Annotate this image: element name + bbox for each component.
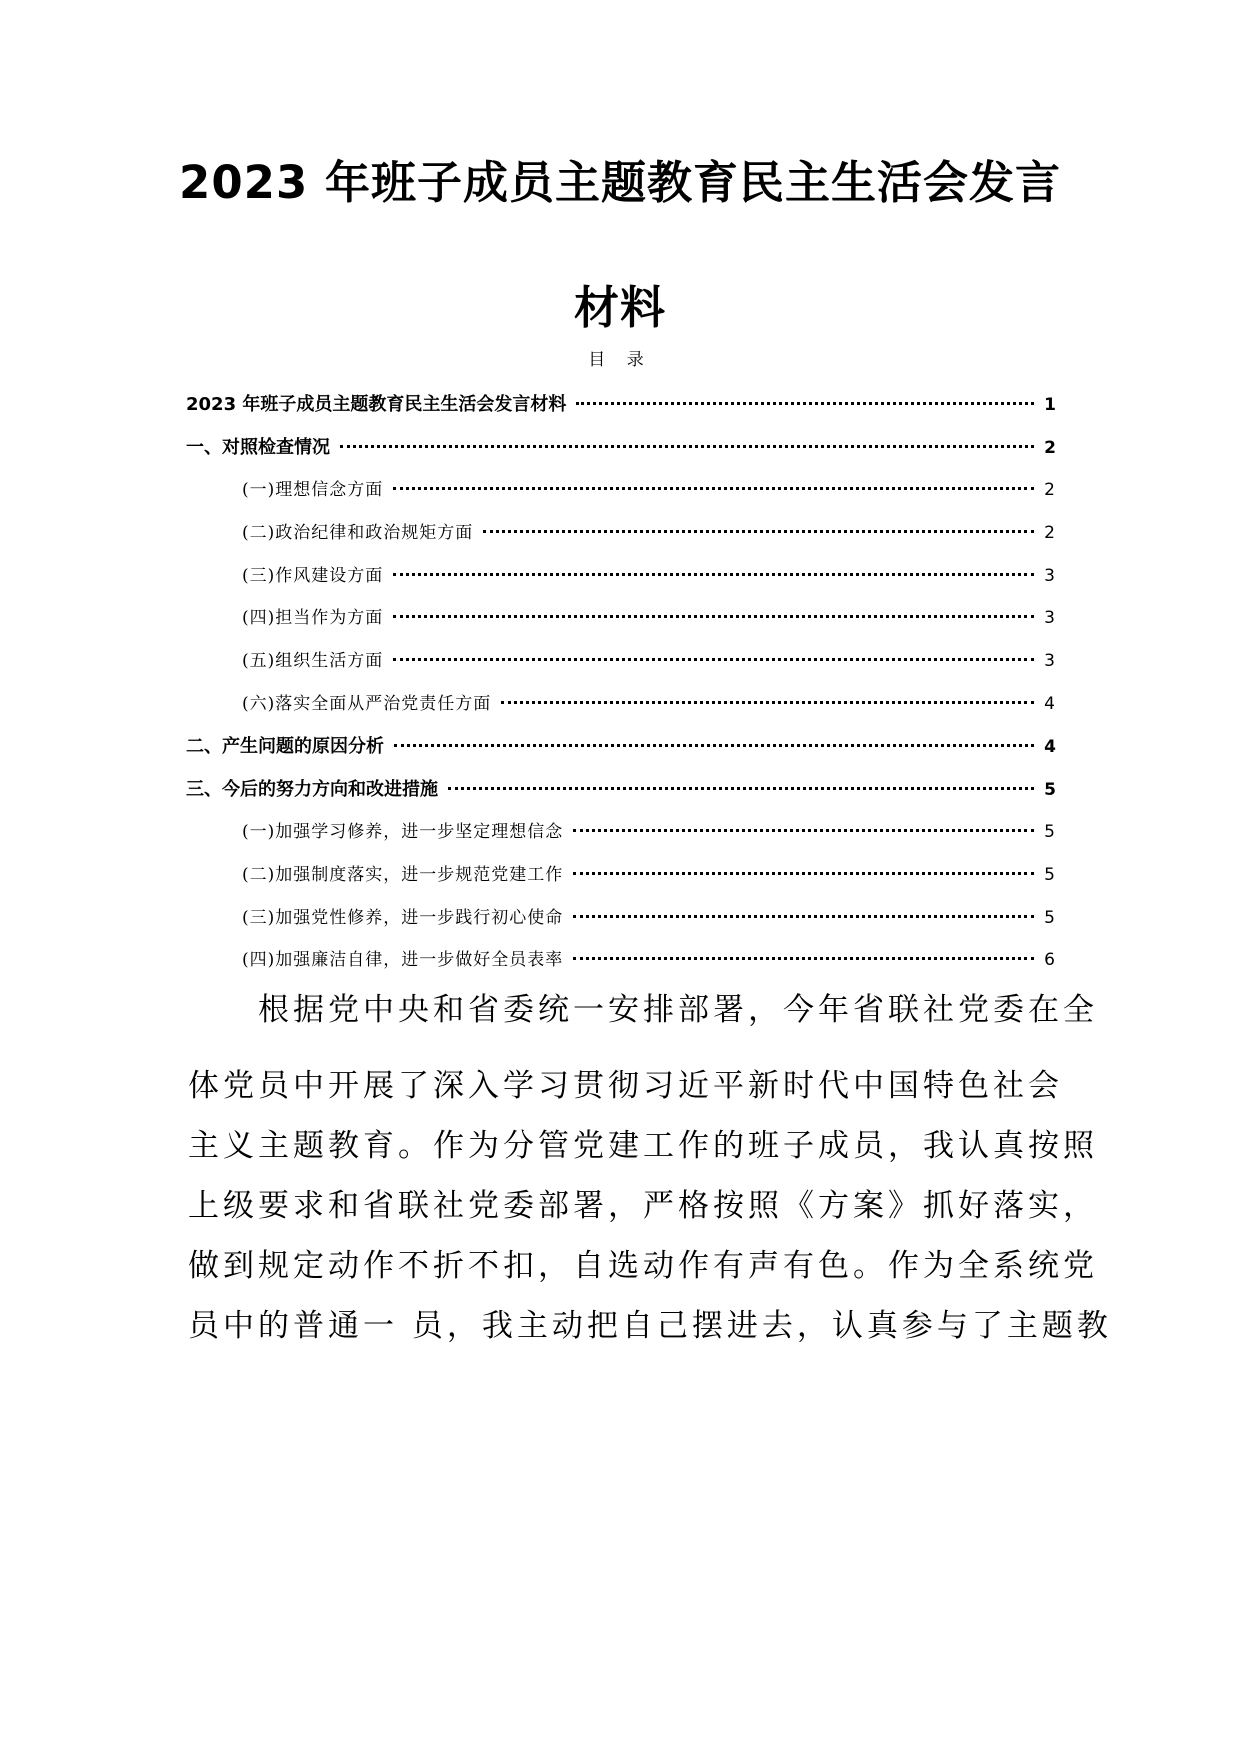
toc-page-number: 1 [1044,395,1056,415]
body-paragraph-line: 做到规定动作不折不扣，自选动作有声有色。作为全系统党 [188,1248,1098,1284]
toc-leader-dots [576,402,1034,405]
toc-entry[interactable] [242,562,1056,590]
toc-entry[interactable] [242,476,1056,504]
toc-page-number: 3 [1044,651,1056,671]
toc-leader-dots [340,445,1034,448]
toc-entry-text: (四)担当作为方面 [242,608,384,628]
toc-page-number: 3 [1044,608,1056,628]
toc-page-number: 4 [1044,737,1056,757]
body-paragraph-line: 主义主题教育。作为分管党建工作的班子成员，我认真按照 [188,1128,1098,1164]
toc-entry-text: (三)作风建设方面 [242,566,384,586]
toc-leader-dots [573,829,1034,832]
toc-page-number: 2 [1044,523,1056,543]
body-paragraph-line: 员中的普通一 员，我主动把自己摆进去，认真参与了主题教 [188,1308,1112,1344]
toc-entry[interactable] [242,818,1056,846]
toc-page-number: 5 [1044,780,1056,800]
toc-entry-text: (二)政治纪律和政治规矩方面 [242,523,474,543]
toc-page-number: 3 [1044,566,1056,586]
toc-entry[interactable] [242,690,1056,718]
body-paragraph-line: 根据党中央和省委统一安排部署，今年省联社党委在全 [188,992,1098,1028]
toc-entry[interactable] [242,904,1056,932]
toc-entry-text: 三、今后的努力方向和改进措施 [186,779,438,800]
toc-page-number: 5 [1044,822,1056,842]
toc-leader-dots [394,744,1034,747]
toc-entry[interactable] [186,434,1056,462]
document-title-line-2: 材料 [573,281,666,334]
toc-leader-dots [483,530,1034,533]
toc-page-number: 4 [1044,694,1056,714]
toc-entry-text: 二、产生问题的原因分析 [186,736,384,757]
toc-entry[interactable] [186,733,1056,761]
toc-leader-dots [448,787,1034,790]
toc-leader-dots [393,658,1034,661]
toc-entry-text: (六)落实全面从严治党责任方面 [242,694,492,714]
toc-entry-text: (四)加强廉洁自律，进一步做好全员表率 [242,950,564,970]
toc-entry-text: (一)理想信念方面 [242,480,384,500]
body-paragraph-line: 上级要求和省联社党委部署，严格按照《方案》抓好落实， [188,1188,1098,1224]
toc-entry-text: (五)组织生活方面 [242,651,384,671]
toc-entry[interactable] [242,647,1056,675]
toc-leader-dots [393,487,1034,490]
toc-entry[interactable] [242,604,1056,632]
toc-leader-dots [393,573,1034,576]
toc-entry-text: (二)加强制度落实，进一步规范党建工作 [242,865,564,885]
toc-entry[interactable] [242,861,1056,889]
toc-page-number: 5 [1044,908,1056,928]
toc-leader-dots [393,615,1034,618]
toc-entry[interactable] [242,946,1056,974]
toc-heading: 目 录 [588,350,652,370]
toc-leader-dots [573,957,1034,960]
toc-entry-text: (三)加强党性修养，进一步践行初心使命 [242,908,564,928]
toc-entry[interactable] [186,391,1056,419]
toc-leader-dots [501,701,1034,704]
toc-entry-text: 一、对照检查情况 [186,437,330,458]
toc-page-number: 6 [1044,950,1056,970]
body-paragraph-line: 体党员中开展了深入学习贯彻习近平新时代中国特色社会 [188,1068,1063,1104]
toc-entry-text: 2023 年班子成员主题教育民主生活会发言材料 [186,394,567,415]
toc-leader-dots [573,915,1034,918]
toc-page-number: 2 [1044,438,1056,458]
toc-leader-dots [573,872,1034,875]
toc-page-number: 5 [1044,865,1056,885]
toc-page-number: 2 [1044,480,1056,500]
document-title-line-1: 2023 年班子成员主题教育民主生活会发言 [179,156,1061,209]
toc-entry[interactable] [186,776,1056,804]
toc-entry[interactable] [242,519,1056,547]
toc-entry-text: (一)加强学习修养，进一步坚定理想信念 [242,822,564,842]
